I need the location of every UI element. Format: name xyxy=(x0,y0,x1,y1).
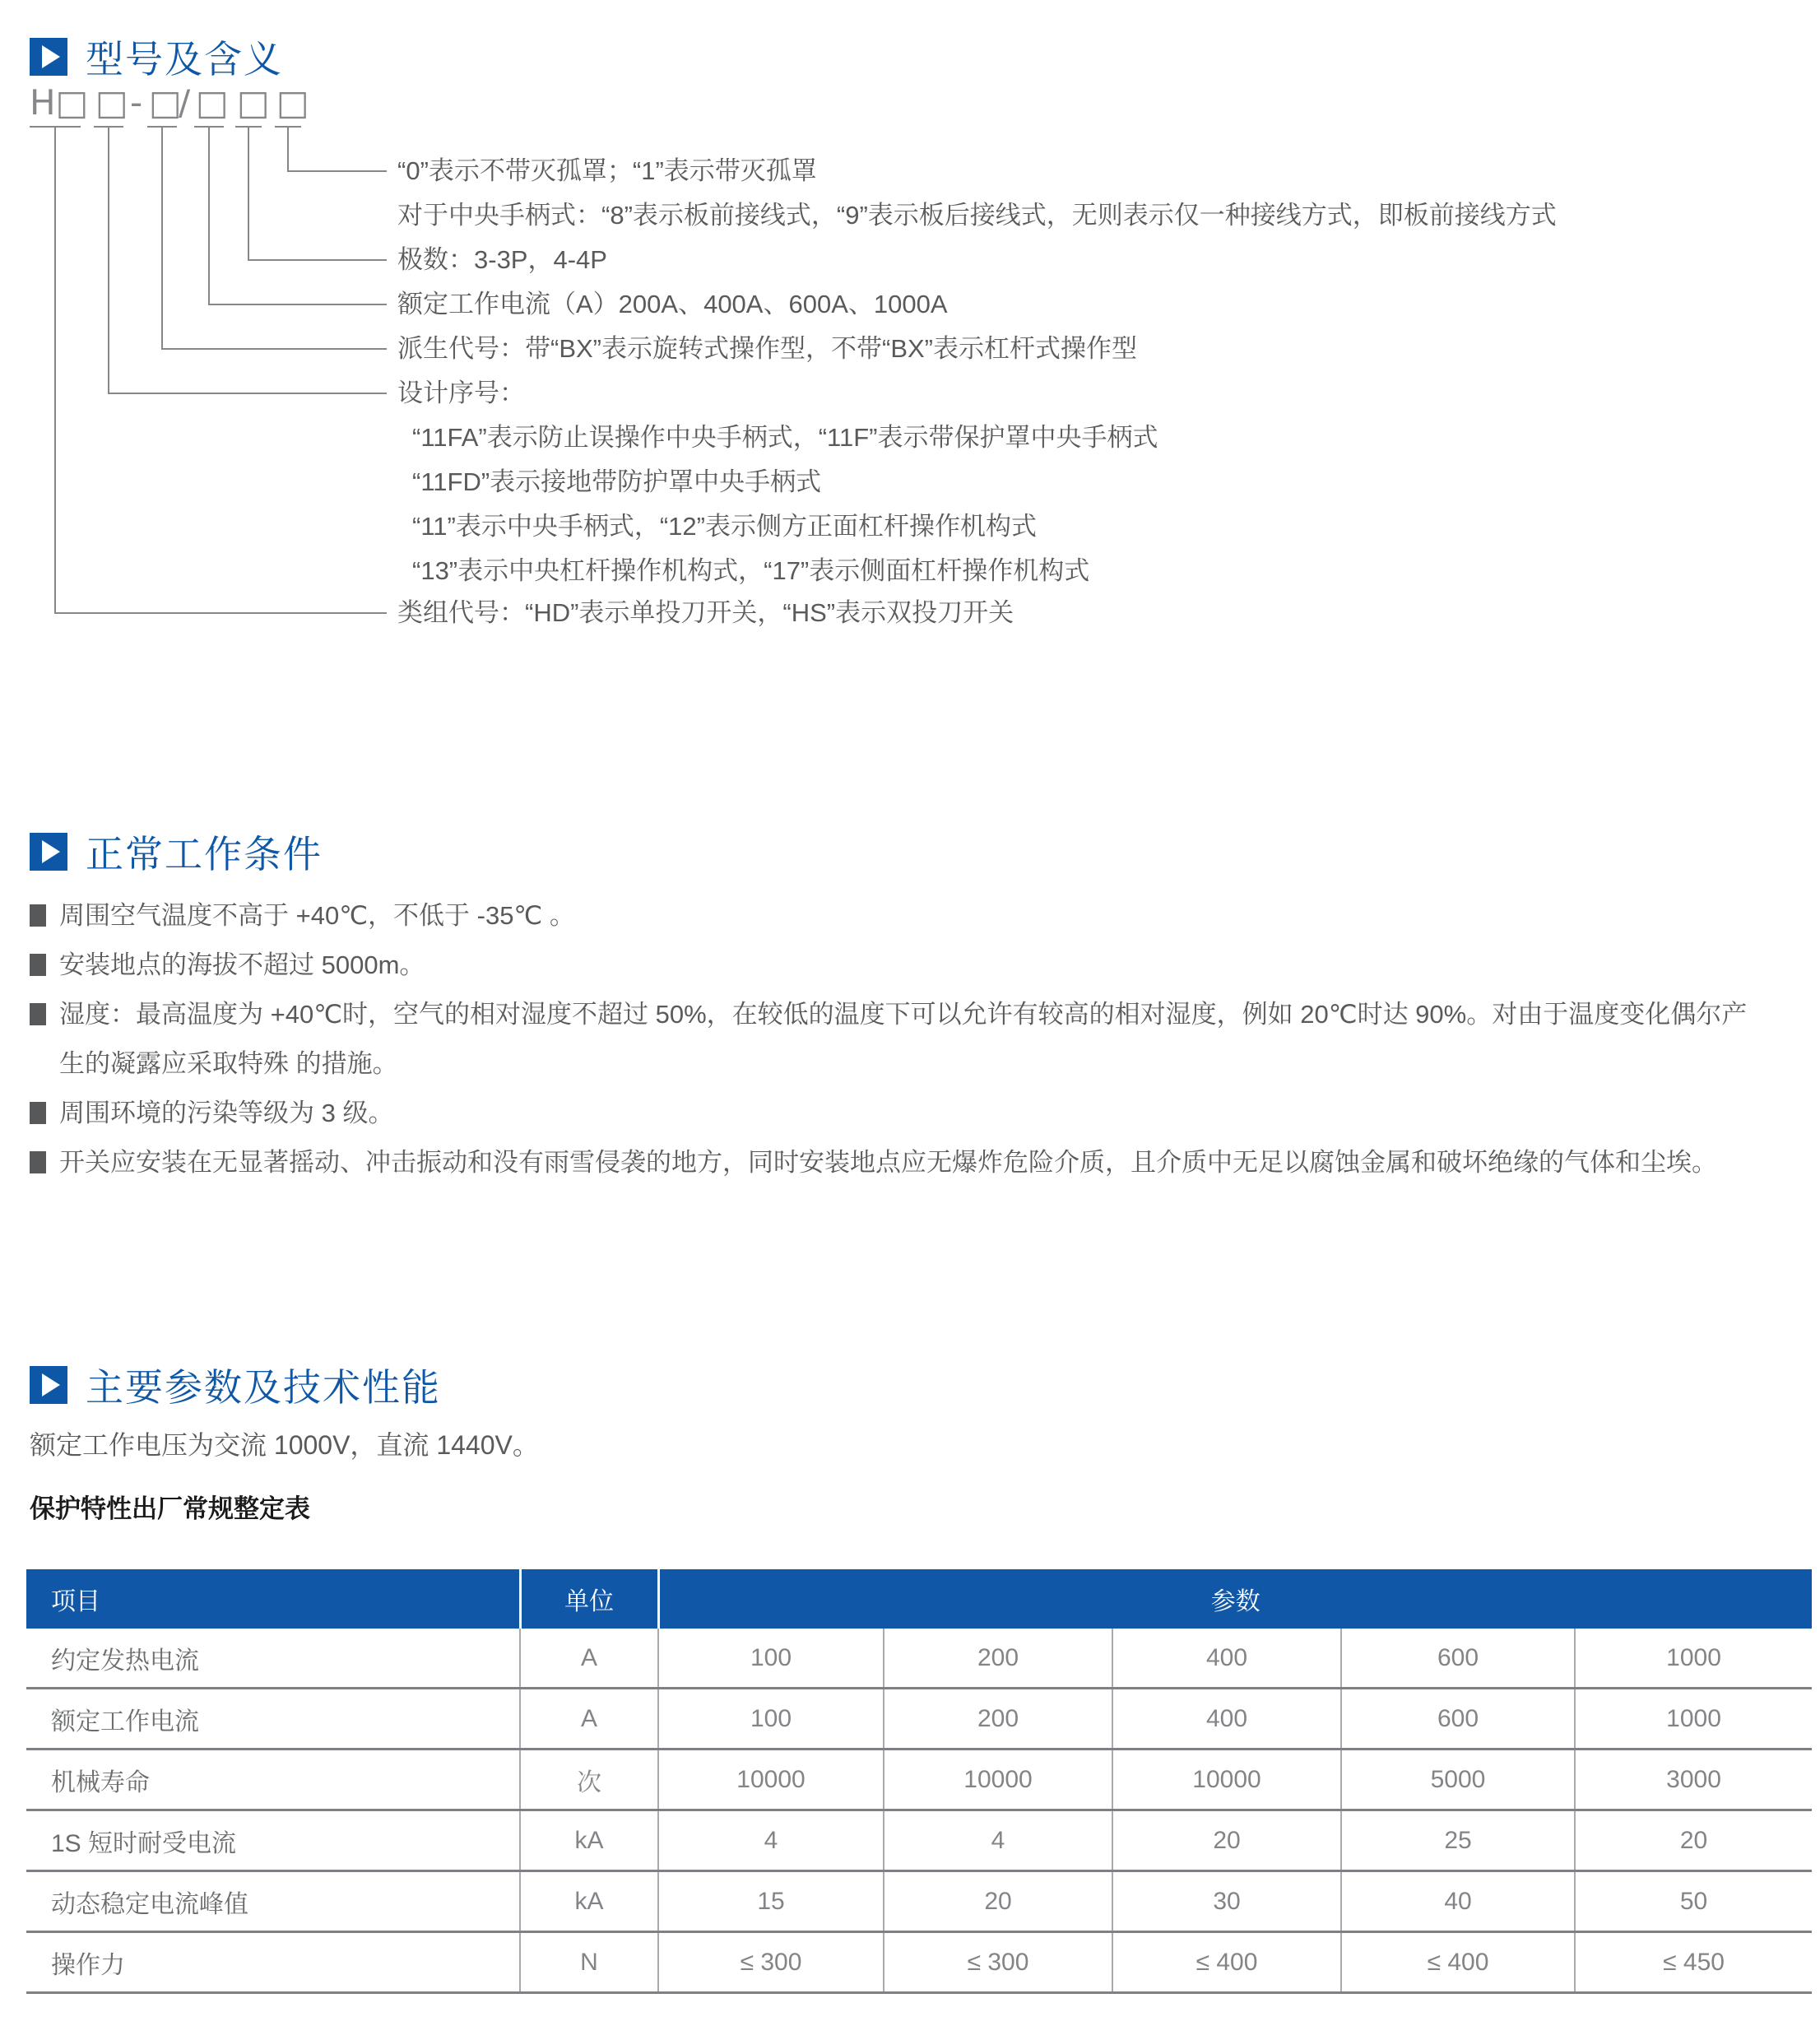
condition-item xyxy=(30,1039,1747,1089)
rated-voltage-note: 额定工作电压为交流 1000V，直流 1440V。 xyxy=(30,1430,539,1460)
row-unit: N xyxy=(520,1932,658,1993)
row-value: 200 xyxy=(884,1689,1112,1750)
row-value: 3000 xyxy=(1575,1750,1812,1810)
row-unit: 次 xyxy=(520,1750,658,1810)
condition-text: 开关应安装在无显著摇动、冲击振动和没有雨雪侵袭的地方，同时安装地点应无爆炸危险介质，且介质中无足以腐蚀金属和破坏绝缘的气体和尘埃。 xyxy=(59,1148,1717,1177)
table-row xyxy=(26,1810,1812,1871)
row-value: ≤ 400 xyxy=(1341,1932,1575,1993)
row-value: 100 xyxy=(658,1629,884,1689)
condition-text: 生的凝露应采取特殊 的措施。 xyxy=(59,1049,398,1078)
row-value: ≤ 300 xyxy=(658,1932,884,1993)
table-row xyxy=(26,1750,1812,1810)
row-unit: A xyxy=(520,1629,658,1689)
col-header-parameters: 参数 xyxy=(658,1569,1812,1629)
row-value: 600 xyxy=(1341,1629,1575,1689)
row-value: ≤ 300 xyxy=(884,1932,1112,1993)
row-unit: A xyxy=(520,1689,658,1750)
model-separator-dash: - xyxy=(130,82,143,123)
model-separator-slash: / xyxy=(179,82,191,123)
section-title: 型号及含义 xyxy=(86,38,283,81)
row-value: 40 xyxy=(1341,1871,1575,1932)
model-explanation-line: “11”表示中央手柄式，“12”表示侧方正面杠杆操作机构式 xyxy=(412,512,1037,541)
model-explanation-bottom: 类组代号：“HD”表示单投刀开关，“HS”表示双投刀开关 xyxy=(397,598,1014,627)
row-value: 4 xyxy=(658,1810,884,1871)
model-connector-line-1 xyxy=(55,127,387,613)
table-row xyxy=(26,1871,1812,1932)
row-label: 1S 短时耐受电流 xyxy=(26,1810,520,1871)
table-row xyxy=(26,1689,1812,1750)
row-label: 动态稳定电流峰值 xyxy=(26,1871,520,1932)
model-explanation-line: “11FD”表示接地带防护罩中央手柄式 xyxy=(412,467,822,496)
row-value: ≤ 400 xyxy=(1112,1932,1341,1993)
model-connector-line-5 xyxy=(248,127,387,260)
model-group-6: □ xyxy=(276,82,309,123)
col-header-item: 项目 xyxy=(26,1569,520,1629)
row-value: 4 xyxy=(884,1810,1112,1871)
row-value: 20 xyxy=(1112,1810,1341,1871)
model-diagram-lines xyxy=(0,0,411,658)
row-value: 50 xyxy=(1575,1871,1812,1932)
bullet-square-icon xyxy=(30,1151,46,1173)
model-group-2: □ xyxy=(95,82,128,123)
condition-text: 安装地点的海拔不超过 5000m。 xyxy=(59,950,425,979)
condition-item xyxy=(30,1089,1747,1138)
row-value: 10000 xyxy=(1112,1750,1341,1810)
conditions-list xyxy=(30,891,1747,1187)
row-value: 400 xyxy=(1112,1629,1341,1689)
row-value: 5000 xyxy=(1341,1750,1575,1810)
table-header-row xyxy=(26,1569,1812,1629)
table-row xyxy=(26,1629,1812,1689)
row-value: 25 xyxy=(1341,1810,1575,1871)
row-value: 600 xyxy=(1341,1689,1575,1750)
row-value: 30 xyxy=(1112,1871,1341,1932)
model-group-4: □ xyxy=(196,82,229,123)
model-explanation-line: “0”表示不带灭孤罩；“1”表示带灭孤罩 xyxy=(397,156,817,185)
row-value: 100 xyxy=(658,1689,884,1750)
row-label: 约定发热电流 xyxy=(26,1629,520,1689)
model-explanation-line: 极数：3-3P，4-4P xyxy=(397,245,607,274)
condition-item xyxy=(30,990,1747,1039)
col-header-unit: 单位 xyxy=(520,1569,658,1629)
model-connector-line-3 xyxy=(162,127,387,349)
model-explanation-line: 对于中央手柄式：“8”表示板前接线式，“9”表示板后接线式，无则表示仅一种接线方式，即板前接线方式 xyxy=(397,201,1557,230)
row-value: 400 xyxy=(1112,1689,1341,1750)
row-label: 操作力 xyxy=(26,1932,520,1993)
section-header-parameters xyxy=(30,1358,441,1412)
section-title: 正常工作条件 xyxy=(86,833,323,876)
section-header-conditions xyxy=(30,825,323,879)
arrow-triangle-icon xyxy=(42,840,60,863)
condition-item xyxy=(30,1138,1747,1187)
table-row xyxy=(26,1932,1812,1993)
condition-item xyxy=(30,891,1747,941)
model-explanations xyxy=(397,149,1557,593)
row-value: 10000 xyxy=(658,1750,884,1810)
table-caption: 保护特性出厂常规整定表 xyxy=(30,1494,310,1523)
bullet-square-icon xyxy=(30,904,46,927)
row-unit: kA xyxy=(520,1871,658,1932)
model-explanation-line: “13”表示中央杠杆操作机构式，“17”表示侧面杠杆操作机构式 xyxy=(412,556,1090,585)
model-connector-line-6 xyxy=(288,127,387,171)
model-explanation-line: “11FA”表示防止误操作中央手柄式，“11F”表示带保护罩中央手柄式 xyxy=(412,423,1158,452)
row-value: 200 xyxy=(884,1629,1112,1689)
row-label: 机械寿命 xyxy=(26,1750,520,1810)
row-value: 1000 xyxy=(1575,1689,1812,1750)
condition-text: 周围空气温度不高于 +40℃，不低于 -35℃ 。 xyxy=(59,901,575,930)
section-title: 主要参数及技术性能 xyxy=(86,1366,441,1409)
bullet-square-icon xyxy=(30,1003,46,1025)
arrow-triangle-icon xyxy=(42,1373,60,1396)
model-group-1: H□ xyxy=(30,82,89,123)
row-value: 10000 xyxy=(884,1750,1112,1810)
row-value: 1000 xyxy=(1575,1629,1812,1689)
condition-text: 湿度：最高温度为 +40℃时，空气的相对湿度不超过 50%，在较低的温度下可以允许有较高的相对湿度，例如 20℃时达 90%。对由于温度变化偶尔产 xyxy=(59,1000,1748,1029)
row-value: 15 xyxy=(658,1871,884,1932)
condition-text: 周围环境的污染等级为 3 级。 xyxy=(59,1099,394,1127)
condition-item xyxy=(30,941,1747,990)
model-connector-line-4 xyxy=(209,127,387,304)
parameters-table xyxy=(26,1569,1812,1994)
section-arrow-icon xyxy=(30,833,67,871)
row-unit: kA xyxy=(520,1810,658,1871)
row-value: 20 xyxy=(884,1871,1112,1932)
model-group-5: □ xyxy=(237,82,270,123)
model-explanation-line: 派生代号：带“BX”表示旋转式操作型，不带“BX”表示杠杆式操作型 xyxy=(397,334,1137,363)
row-value: 20 xyxy=(1575,1810,1812,1871)
section-arrow-icon xyxy=(30,1366,67,1404)
bullet-square-icon xyxy=(30,1102,46,1124)
model-explanation-line: 额定工作电流（A）200A、400A、600A、1000A xyxy=(397,290,948,318)
model-group-3: □ xyxy=(149,82,182,123)
row-label: 额定工作电流 xyxy=(26,1689,520,1750)
row-value: ≤ 450 xyxy=(1575,1932,1812,1993)
model-explanation-line: 设计序号： xyxy=(397,379,525,407)
bullet-square-icon xyxy=(30,954,46,976)
